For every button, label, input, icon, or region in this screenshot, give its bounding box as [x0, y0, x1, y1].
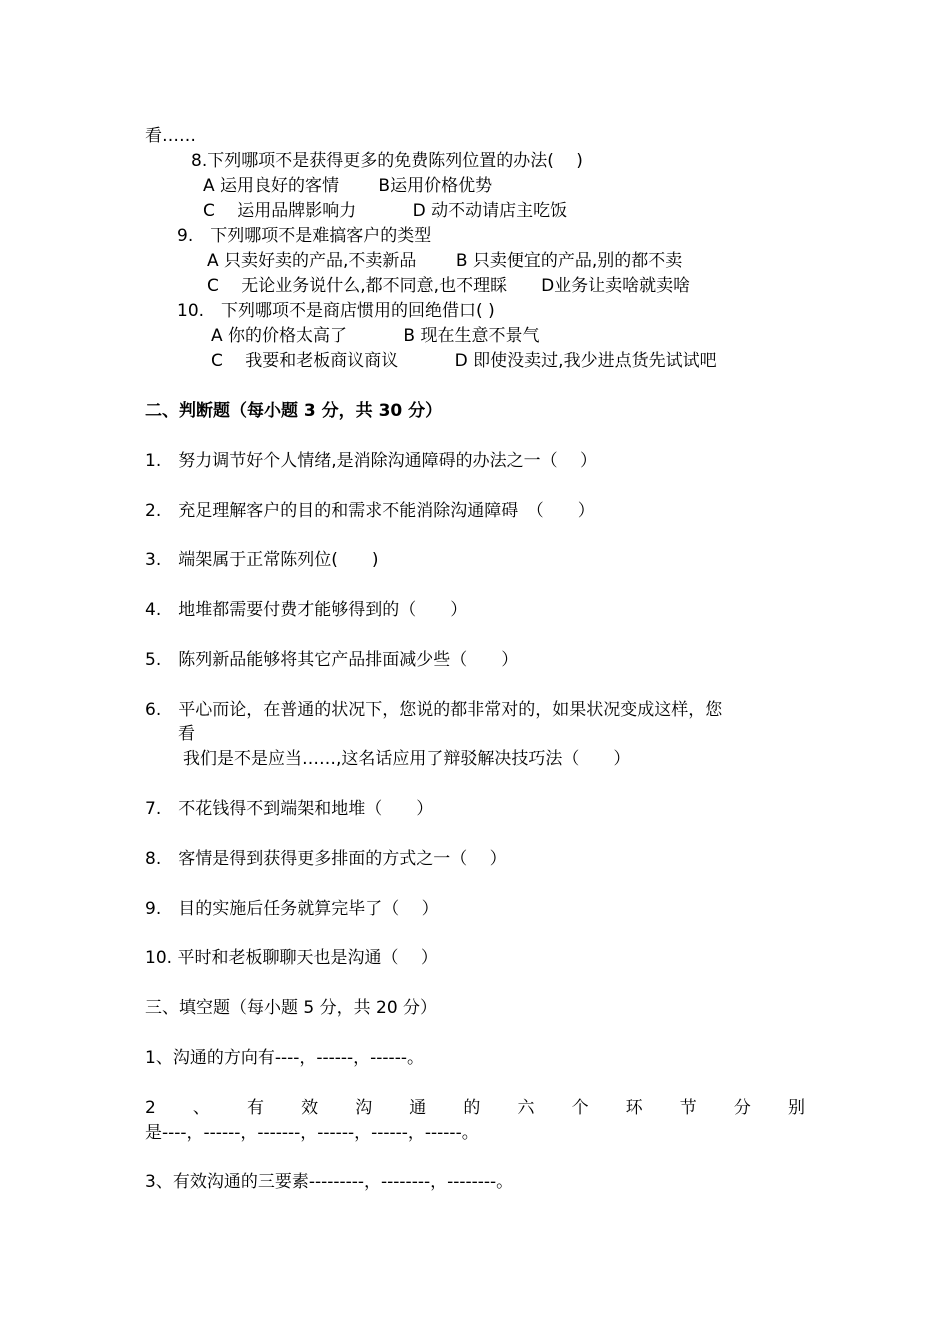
q2-char: 分: [733, 1098, 751, 1118]
judge-item-3: 3. 端架属于正常陈列位( ): [145, 550, 379, 570]
judge-item-6-line2: 看: [178, 724, 195, 744]
judge-item-6-line3: 我们是不是应当……,这名话应用了辩驳解决技巧法（ ）: [183, 749, 631, 769]
q2-char: 效: [301, 1098, 319, 1118]
fill-question-1: 1、沟通的方向有----，------，------。: [145, 1048, 424, 1068]
q2-char: 环: [625, 1098, 643, 1118]
q2-char: 别: [787, 1098, 805, 1118]
mc-options-9-row1: A 只卖好卖的产品,不卖新品 B 只卖便宜的产品,别的都不卖: [207, 251, 683, 271]
mc-question-8: 8.下列哪项不是获得更多的免费陈列位置的办法( ): [191, 151, 583, 171]
mc-options-9-row2: C 无论业务说什么,都不同意,也不理睬 D业务让卖啥就卖啥: [207, 276, 691, 296]
q2-char: 的: [463, 1098, 481, 1118]
mc-question-10: 10. 下列哪项不是商店惯用的回绝借口( ): [177, 301, 495, 321]
judge-item-10: 10. 平时和老板聊聊天也是沟通（ ）: [145, 948, 438, 968]
judge-item-2: 2. 充足理解客户的目的和需求不能消除沟通障碍 （ ）: [145, 501, 595, 521]
judge-item-5: 5. 陈列新品能够将其它产品排面减少些（ ）: [145, 650, 519, 670]
fill-question-2-line2: 是----，------，-------，------，------，------。: [145, 1123, 479, 1143]
q2-char: 、: [192, 1098, 210, 1118]
q2-char: 节: [679, 1098, 697, 1118]
q2-char: 有: [247, 1098, 265, 1118]
section2-title: 二、判断题（每小题 3 分，共 30 分）: [145, 401, 443, 421]
judge-item-4: 4. 地堆都需要付费才能够得到的（ ）: [145, 600, 468, 620]
continuation-text: 看……: [145, 126, 196, 146]
mc-options-10-row2: C 我要和老板商议商议 D 即使没卖过,我少进点货先试试吧: [211, 351, 717, 371]
judge-item-7: 7. 不花钱得不到端架和地堆（ ）: [145, 799, 434, 819]
q2-char: 六: [517, 1098, 535, 1118]
q2-char: 2: [145, 1098, 156, 1118]
q2-char: 通: [409, 1098, 427, 1118]
mc-options-8-row2: C 运用品牌影响力 D 动不动请店主吃饭: [203, 201, 568, 221]
judge-item-9: 9. 目的实施后任务就算完毕了（ ）: [145, 899, 439, 919]
q2-char: 个: [571, 1098, 589, 1118]
q2-char: 沟: [355, 1098, 373, 1118]
judge-item-8: 8. 客情是得到获得更多排面的方式之一（ ）: [145, 849, 507, 869]
judge-item-1: 1. 努力调节好个人情绪,是消除沟通障碍的办法之一（ ）: [145, 451, 598, 471]
mc-options-8-row1: A 运用良好的客情 B运用价格优势: [203, 176, 493, 196]
mc-options-10-row1: A 你的价格太高了 B 现在生意不景气: [211, 326, 540, 346]
fill-question-3: 3、有效沟通的三要素---------，--------，--------。: [145, 1172, 514, 1192]
mc-question-9: 9. 下列哪项不是难搞客户的类型: [177, 226, 432, 246]
fill-question-2-line1: [145, 1097, 805, 1119]
judge-item-6-line1: 6. 平心而论，在普通的状况下，您说的都非常对的，如果状况变成这样，您: [145, 700, 723, 720]
section3-title: 三、填空题（每小题 5 分，共 20 分）: [145, 998, 438, 1018]
